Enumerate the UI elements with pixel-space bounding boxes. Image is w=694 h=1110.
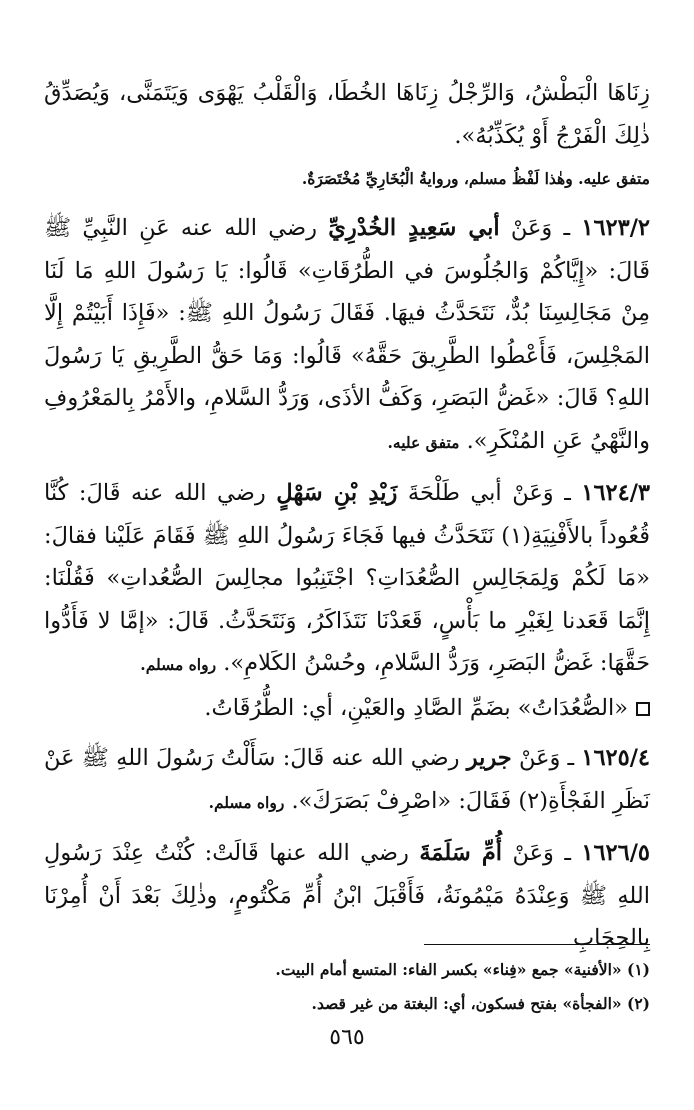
attribution-note bbox=[44, 157, 650, 199]
hadith-intro: ـ وَعَنْ bbox=[512, 840, 571, 866]
hadith-number: ١٦٢٥/٤ bbox=[581, 745, 651, 771]
narrator-name: زَيْدِ بْنِ سَهْلٍ bbox=[276, 480, 398, 506]
hadith-number: ١٦٢٤/٣ bbox=[581, 480, 651, 506]
hadith-1625 bbox=[44, 737, 650, 824]
footnote-divider bbox=[424, 944, 650, 945]
hadith-1624 bbox=[44, 472, 650, 687]
gloss-note bbox=[44, 687, 650, 730]
hadith-text: رضي الله عنه قَالَ: كُنَّا قُعُوداً بالأَفْنِيَةِ(١) نَتَحَدَّثُ فيها فَجَاءَ رَسُولُ اللهِ ﷺ فَقَامَ عَلَيْنا فقالَ: «مَا لَكُمْ وَلِمَجَالِسِ الصُّعُدَاتِ؟ اجْتَنِبُوا مجالِسَ الصُّعُداتِ» فَقُلْنَا: إِنَّمَا قَعَدنا لِغَيْرِ ما بَأْسٍ، قَعَدْنَا نَتَذَاكَرُ، وَنَتَحَدَّثُ. قَالَ: «إمَّا لا فَأَدُّوا حَقَّهَا: غَضُّ البَصَرِ، وَرَدُّ السَّلامِ، وحُسْنُ الكَلامِ». bbox=[44, 480, 650, 676]
hadith-text: رضي الله عنه عَنِ النَّبِيِّ ﷺ قَالَ: «إِيَّاكُمْ وَالجُلُوسَ في الطُّرُقَاتِ» قَالُوا: يَا رَسُولَ اللهِ مَا لَنَا مِنْ مَجَالِسِنَا بُدٌّ، نَتَحَدَّثُ فيهَا. فَقَالَ رَسُولُ اللهِ ﷺ: «فَإِذَا أَبَيْتُمْ إِلَّا المَجْلِسَ، فَأَعْطُوا الطَّرِيقَ حَقَّهُ» قَالُوا: وَمَا حَقُّ الطَّرِيقِ يَا رَسُولَ اللهِ؟ قَالَ: «غَضُّ البَصَرِ، وَكَفُّ الأذَى، وَرَدُّ السَّلامِ، والأَمْرُ بِالمَعْرُوفِ والنَّهْيُ عَنِ المُنْكَرِ». bbox=[44, 215, 650, 454]
hadith-source: رواه مسلم. bbox=[208, 792, 285, 812]
narrator-name: جرير bbox=[466, 745, 512, 771]
narrator-name: أبي سَعِيدٍ الخُدْرِيِّ bbox=[328, 215, 500, 241]
hadith-text: رضي الله عنه قَالَ: سَأَلْتُ رَسُولَ اللهِ ﷺ عَنْ نَظَرِ الفَجْأَةِ(٢) فَقَالَ: «اصْرِفْ بَصَرَكَ». bbox=[44, 745, 650, 814]
hadith-intro: ـ وَعَنْ أبي طَلْحَةَ bbox=[407, 480, 571, 506]
continuation-text: زِنَاهَا الْبَطْشُ، وَالرِّجْلُ زِنَاهَا الخُطَا، وَالْقَلْبُ يَهْوَى وَيَتَمَنَّى، وَيُصَدِّقُ ذٰلِكَ الْفَرْجُ أَوْ يُكَذِّبُهُ». bbox=[44, 80, 650, 149]
hadith-source: رواه مسلم. bbox=[140, 655, 217, 674]
narrator-name: أُمِّ سَلَمَةَ bbox=[419, 840, 503, 866]
hadith-number: ١٦٢٦/٥ bbox=[581, 840, 651, 866]
hadith-text: رضي الله عنها قَالَتْ: كُنْتُ عِنْدَ رَسُولِ اللهِ ﷺ وَعِنْدَهُ مَيْمُونَةُ، فَأَقْبَلَ ابْنُ أُمِّ مَكْتُومٍ، وذٰلِكَ بَعْدَ أَنْ أُمِرْنَا بِالحِجَابِ bbox=[44, 840, 650, 951]
footnote-1: (١) «الأفنية» جمع «فِناء» بكسر الفاء: المتسع أمام البيت. bbox=[275, 960, 650, 979]
hadith-continuation bbox=[44, 72, 650, 157]
hadith-intro: ـ وَعَنْ bbox=[510, 215, 571, 241]
square-bullet-icon bbox=[636, 702, 650, 716]
hadith-number: ١٦٢٣/٢ bbox=[581, 215, 651, 241]
page-number: ٥٦٥ bbox=[329, 1025, 365, 1050]
hadith-1626 bbox=[44, 832, 650, 960]
hadith-1623 bbox=[44, 207, 650, 464]
footnote-2: (٢) «الفجأة» بفتح فسكون، أي: البغتة من غير قصد. bbox=[311, 994, 650, 1013]
attribution-text: متفق عليه. وهٰذا لَفْظُ مسلم، وروايةُ الْبُخَارِيِّ مُخْتَصَرَةٌ. bbox=[301, 169, 650, 188]
hadith-intro: ـ وَعَنْ bbox=[518, 745, 575, 771]
gloss-text: «الصُّعُدَاتُ» بضَمِّ الصَّادِ والعَيْنِ، أي: الطُّرُقَاتُ. bbox=[204, 694, 628, 721]
hadith-source: متفق عليه. bbox=[387, 432, 460, 452]
